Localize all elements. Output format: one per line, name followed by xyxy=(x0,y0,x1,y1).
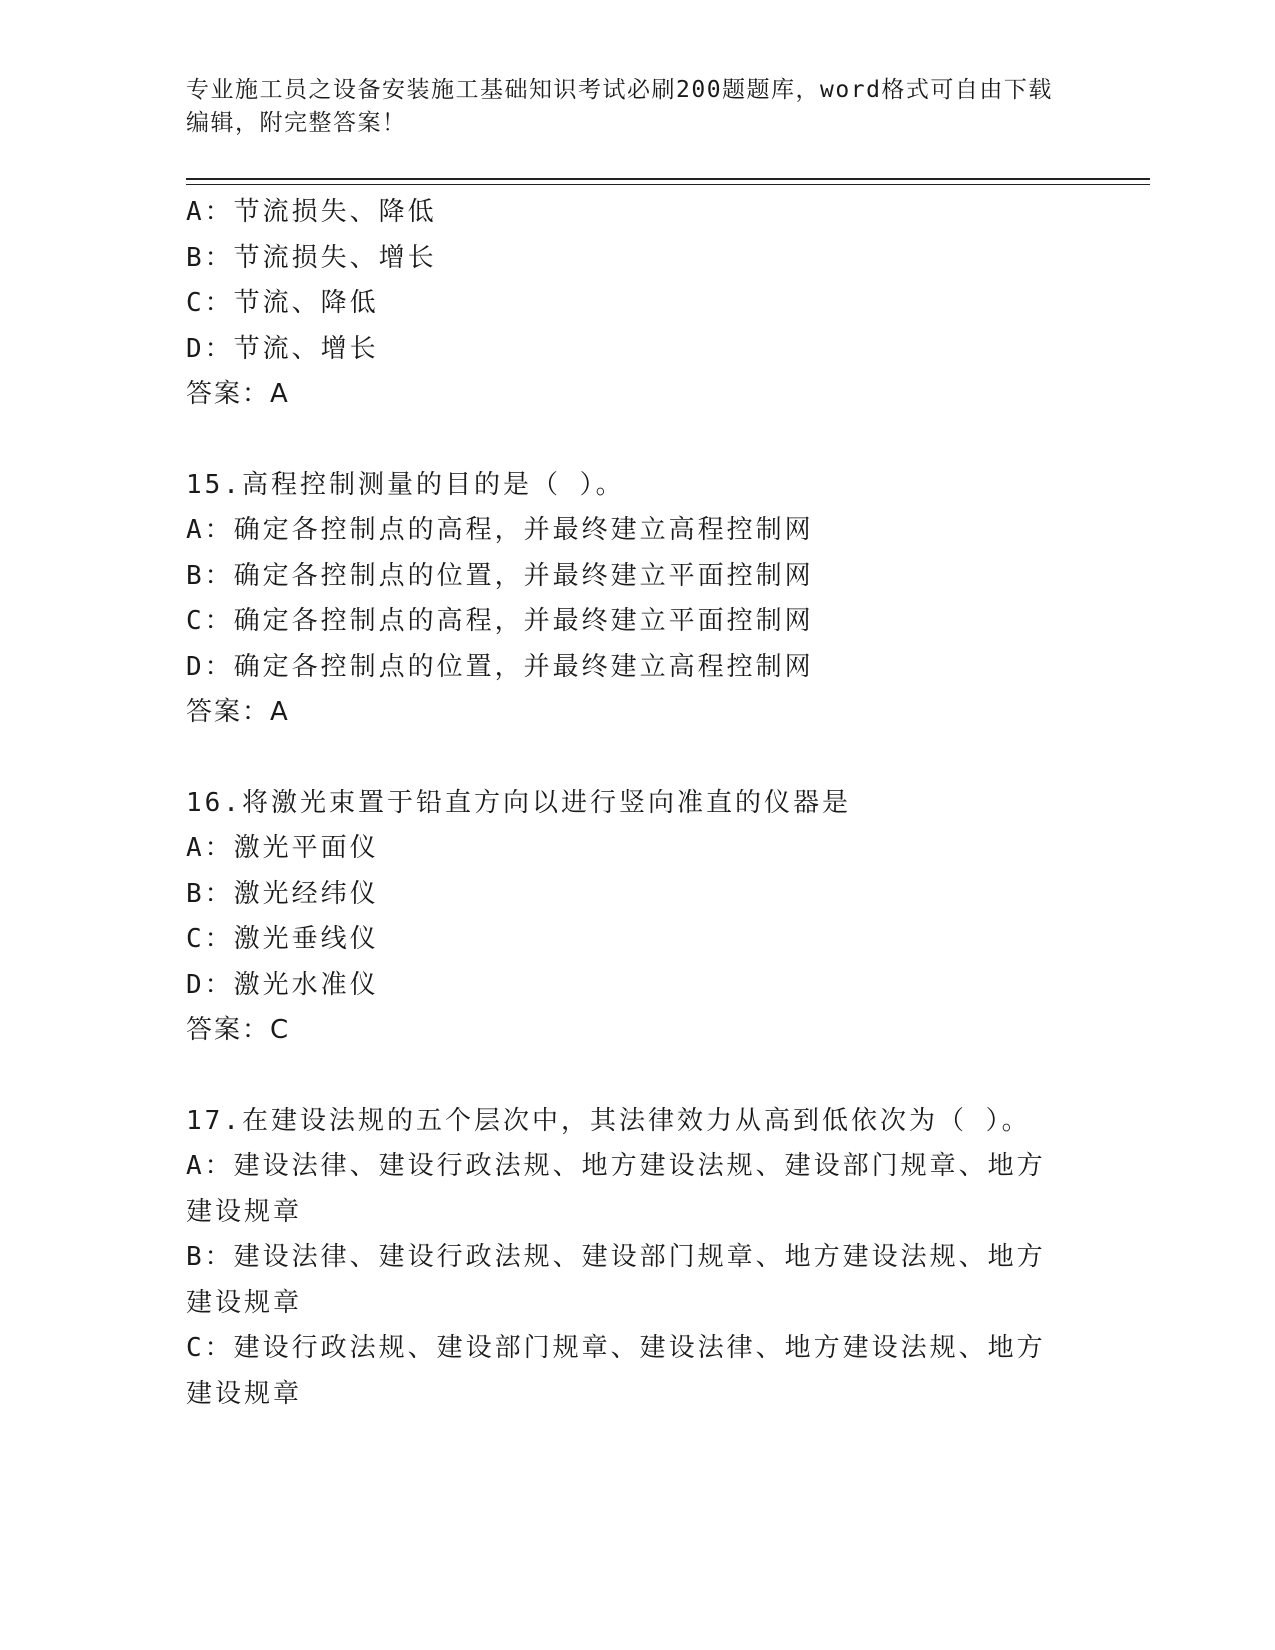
header-rule-thick xyxy=(186,178,1150,180)
header-rule-thin xyxy=(186,184,1150,185)
document-header: 专业施工员之设备安装施工基础知识考试必刷200题题库，word格式可自由下载编辑，附完整答案！ xyxy=(186,77,1053,136)
question-text: 15.高程控制测量的目的是（ ）。 xyxy=(186,469,625,500)
option-b: B：激光经纬仪 xyxy=(186,878,379,909)
option-d: D：激光水准仪 xyxy=(186,969,379,1000)
option-a: A：节流损失、降低 xyxy=(186,197,437,227)
option-c: C：确定各控制点的高程，并最终建立平面控制网 xyxy=(186,606,814,636)
question-fragment xyxy=(186,190,1066,418)
question-15 xyxy=(186,463,1066,736)
spacer xyxy=(186,1054,1066,1099)
question-text: 16.将激光束置于铅直方向以进行竖向准直的仪器是 xyxy=(186,787,851,818)
option-c: C：节流、降低 xyxy=(186,288,379,318)
spacer xyxy=(186,418,1066,463)
option-d: D：确定各控制点的位置，并最终建立高程控制网 xyxy=(186,651,814,682)
answer: 答案：A xyxy=(186,379,290,409)
option-b: B：节流损失、增长 xyxy=(186,242,437,273)
option-b: B：确定各控制点的位置，并最终建立平面控制网 xyxy=(186,560,814,591)
answer: 答案：A xyxy=(186,697,290,727)
option-a: A：激光平面仪 xyxy=(186,833,379,863)
question-16 xyxy=(186,781,1066,1054)
option-d: D：节流、增长 xyxy=(186,333,379,364)
option-b: B：建设法律、建设行政法规、建设部门规章、地方建设法规、地方建设规章 xyxy=(186,1242,1046,1318)
spacer xyxy=(186,736,1066,781)
question-list xyxy=(186,190,1066,1417)
question-17 xyxy=(186,1099,1066,1418)
option-a: A：确定各控制点的高程，并最终建立高程控制网 xyxy=(186,515,814,545)
option-c: C：激光垂线仪 xyxy=(186,924,379,954)
question-text: 17.在建设法规的五个层次中，其法律效力从高到低依次为（ ）。 xyxy=(186,1105,1031,1136)
option-c: C：建设行政法规、建设部门规章、建设法律、地方建设法规、地方建设规章 xyxy=(186,1333,1046,1409)
answer: 答案：C xyxy=(186,1015,291,1045)
option-a: A：建设法律、建设行政法规、地方建设法规、建设部门规章、地方建设规章 xyxy=(186,1151,1046,1227)
